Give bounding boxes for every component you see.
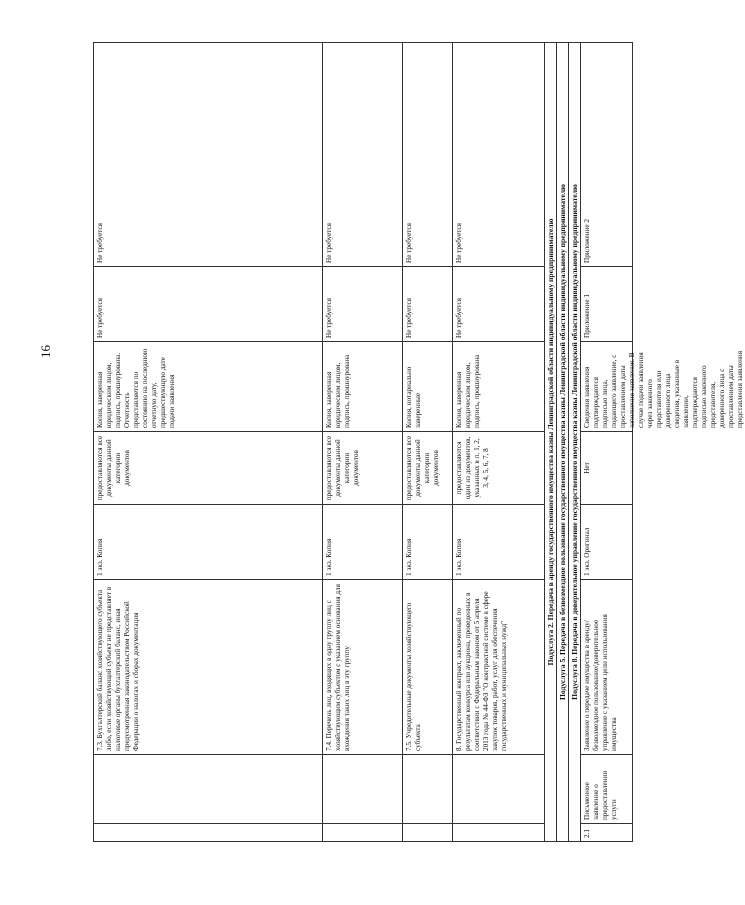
sample-cell: Не требуется	[94, 42, 322, 267]
form-cell: Не требуется	[403, 267, 452, 342]
doc-cell: 7.4. Перечень лиц, входящих в одну группу лиц с хозяйствующим субъектом с указанием основания для вхождения таких лиц в эту группу	[323, 580, 402, 755]
table-row	[403, 42, 453, 842]
table-row	[453, 42, 545, 842]
qty-cell: 1 экз. Копия	[453, 505, 544, 580]
req-cell: Копия, нотариально заверенные	[403, 342, 452, 432]
table-row	[93, 42, 323, 842]
table-row	[581, 42, 744, 842]
cond-cell: предоставляются все документы данной категории документов	[403, 432, 452, 505]
req-cell: Копия, заверенная юридическим лицом, подпись, прошнурована	[323, 342, 402, 432]
cond-cell: предоставляются все документы данной категории документов	[94, 432, 322, 505]
sample-cell: Не требуется	[453, 42, 544, 267]
subservice-banner: Подуслуга 5. Передача в безвозмездное пользование государственного имущества казны Ленинградской области индивидуальному предпринимателю	[557, 42, 569, 842]
doc-cell: 7.5. Учредительные документы хозяйствующего субъекта	[403, 580, 452, 755]
doc-cell: 7.3. Бухгалтерский баланс хозяйствующего субъекта либо, если хозяйствующий субъект не представляет в налоговые органы бухгалтерский баланс, иная предусмотренная законодательством Российской Федерации о налогах и сборах документация	[94, 580, 322, 755]
qty-cell: 1 экз. Копия	[94, 505, 322, 580]
cond-cell: предоставляются все документы данной категории документов	[323, 432, 402, 505]
doc-cell: 8. Государственный контракт, заключенный по результатам конкурса или аукциона, проведенных в соответствии с Федеральным законом от 5 апреля 2013 года № 44-ФЗ "О контрактной системе в сфере закупок товаров, работ, услуг для обеспечения государственных и муниципальных нужд"	[453, 580, 544, 755]
sample-cell: Не требуется	[403, 42, 452, 267]
document-table	[93, 42, 744, 842]
form-cell: Не требуется	[94, 267, 322, 342]
form-cell: Приложение 1	[581, 267, 632, 342]
category-cell: Письменное заявление о предоставлении услуги	[581, 755, 632, 824]
req-cell: Копия, заверенная юридическим лицом, подпись, прошнурована. Отчетность представляется по состоянию на последнюю отчетную дату, предшествующую дате подачи заявления	[94, 342, 322, 432]
doc-cell: Заявление о передаче имущества в аренду/безвозмездное пользование/доверительное управление с указанием цели использования имущества	[581, 580, 632, 755]
req-cell: Копия, заверенная юридическим лицом, подпись, прошнурована	[453, 342, 544, 432]
cond-cell: Нет	[581, 432, 632, 505]
form-cell: Не требуется	[453, 267, 544, 342]
qty-cell: 1 экз. Копия	[323, 505, 402, 580]
subservice-banner: Подуслуга 8. Передача в доверительное управление государственного имущества казны Ленинградской области индивидуальному предпринимателю	[569, 42, 581, 842]
form-cell: Не требуется	[323, 267, 402, 342]
sample-cell: Не требуется	[323, 42, 402, 267]
req-cell: Сведения заявления подтверждаются подписью лица, подающего заявление, с проставлением даты заполнения заявления. В случае подачи заявления через законного представителя или доверенного лица сведения, указанные в заявлении, подтверждаются подписью законного представителя, доверенного лица с проставлением даты представления заявления	[581, 342, 632, 432]
sample-cell: Приложение 2	[581, 42, 632, 267]
cond-cell: предоставляются один из документов, указанных в п. 1, 2, 3, 4, 5, 6, 7, 8	[453, 432, 544, 505]
table-row	[323, 42, 403, 842]
num-cell: 2.1	[581, 824, 632, 842]
qty-cell: 1 экз. Копия	[403, 505, 452, 580]
subservice-banner: Подуслуга 2. Передача в аренду государственного имущества казны Ленинградской области индивидуальному предпринимателю	[545, 42, 557, 842]
qty-cell: 1 экз. Оригинал	[581, 505, 632, 580]
page-number: 16	[38, 345, 53, 358]
